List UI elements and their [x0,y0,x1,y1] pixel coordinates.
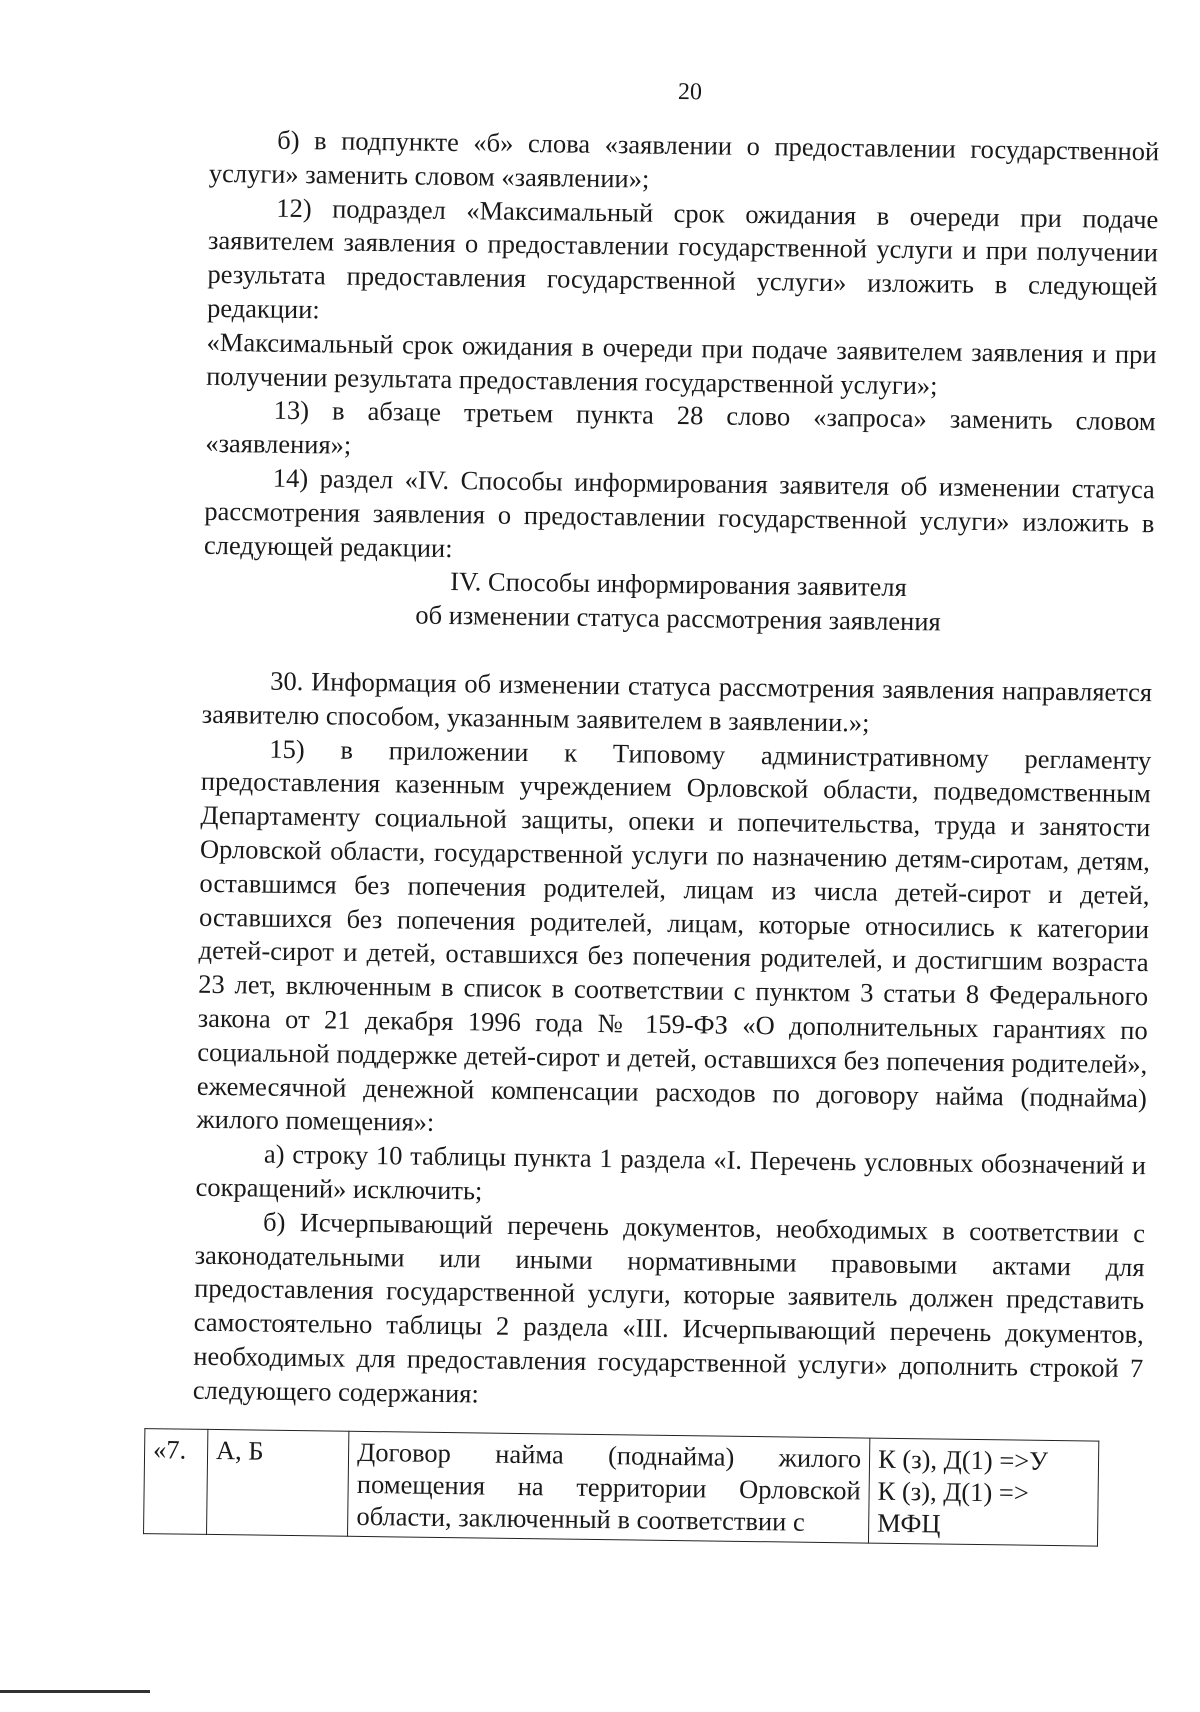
route-line: МФЦ [877,1508,941,1539]
paragraph: б) Исчерпывающий перечень документов, необходимых в соответствии с законодательными или иными нормативными правовыми актами для предоставления государственной услуги, которые заявитель должен представить самостоятельно таблицы 2 раздела «III. Исчерпывающий перечень документов, необходимых для предоставления государственной услуги» дополнить строкой 7 следующего содержания: [192,1206,1146,1409]
route-cell [868,1439,1098,1547]
paragraph: 12) подраздел «Максимальный срок ожидания в очереди при подаче заявителем заявления о предоставлении государственной услуги и при получении результата предоставления государственной услуги» изложить в следующей редакции: [206,192,1159,325]
route-line: К (з), Д(1) =>У [877,1444,1049,1477]
codes-cell: А, Б [206,1430,349,1537]
page-number: 20 [677,78,703,106]
section-heading-line-1: IV. Способы информирования заявителя [450,566,907,603]
paragraph: 14) раздел «IV. Способы информирования заявителя об изменении статуса рассмотрения заявления о предоставлении государственной услуги» изложить в следующей редакции: [203,462,1155,563]
paragraph: б) в подпункте «б» слова «заявлении о предоставлении государственной услуги» заменить словом «заявлении»; [208,124,1160,194]
paragraph: 15) в приложении к Типовому административному регламенту предоставления казенным учреждением Орловской области, подведомственным Департаменту социальной защиты, опеки и попечительства, труда и занятости Орловской области, государственной услуги по назначению детям-сиротам, детям, оставшимся без попечения родителей, лицам из числа детей-сирот и детей, оставшихся без попечения родителей, лицам, которые относились к категории детей-сирот и детей, оставшихся без попечения родителей, и достигшим возраста 23 лет, включенным в список в соответствии с пунктом 3 статьи 8 Федерального закона от 21 декабря 1996 года № 159-ФЗ «О дополнительных гарантиях по социальной поддержке детей-сирот и детей, оставшихся без попечения родителей», ежемесячной денежной компенсации расходов по договору найма (поднайма) жилого помещения»: [196,733,1152,1138]
scan-edge-line [0,1690,150,1693]
paragraph: а) строку 10 таблицы пункта 1 раздела «I. Перечень условных обозначений и сокращений» исключить; [195,1138,1147,1206]
documents-table [143,1429,1099,1547]
table-row [144,1429,1099,1546]
route-line: К (з), Д(1) => [877,1476,1030,1509]
document-body [152,123,1160,1548]
paragraph: 30. Информация об изменении статуса рассмотрения заявления направляется заявителю способом, указанным заявителем в заявлении.»; [201,665,1153,738]
paragraph: 13) в абзаце третьем пункта 28 слово «запроса» заменить словом «заявления»; [205,395,1156,460]
quoted-heading: «Максимальный срок ожидания в очереди при подаче заявителем заявления и при получении результата предоставления государственной услуги»; [205,326,1157,400]
document-cell: Договор найма (поднайма) жилого помещения на территории Орловской области, заключенный в соответствии с [348,1432,870,1544]
section-heading-line-2: об изменении статуса рассмотрения заявления [415,599,941,637]
row-number-cell: «7. [144,1429,208,1535]
